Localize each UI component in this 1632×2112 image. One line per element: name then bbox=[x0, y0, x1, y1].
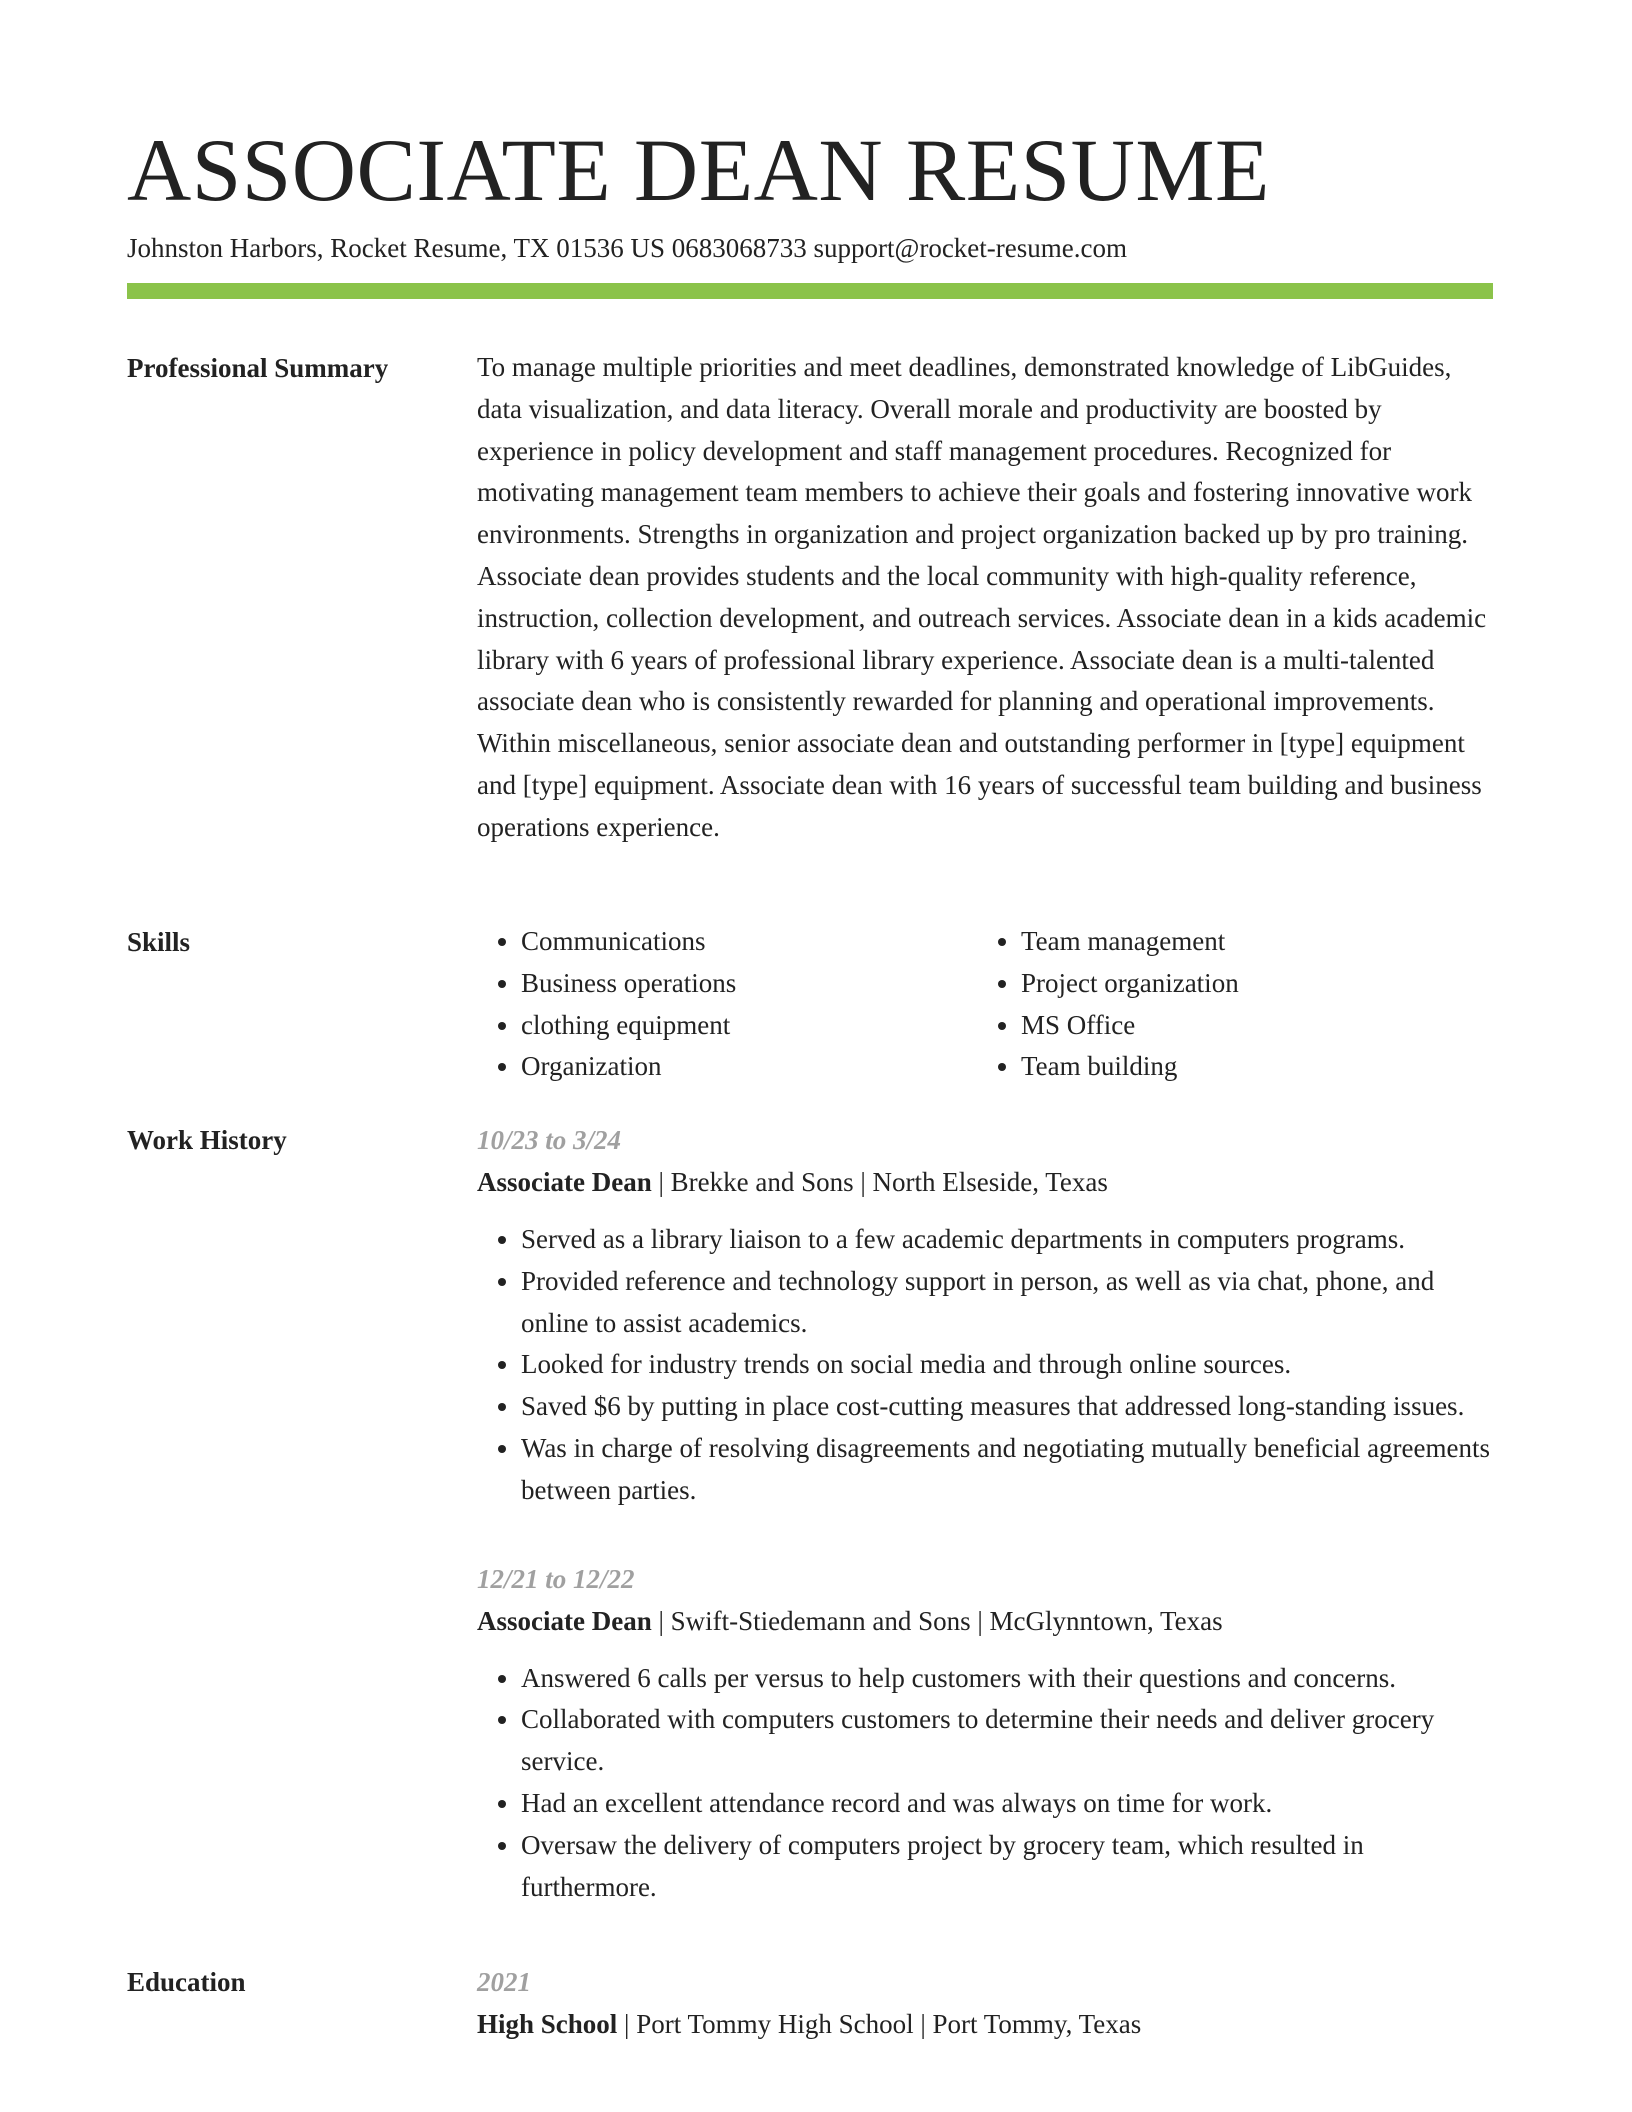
skill-item: • clothing equipment bbox=[521, 1005, 977, 1047]
skill-item: • Team management bbox=[1021, 921, 1477, 963]
summary-text: To manage multiple priorities and meet deadlines, demonstrated knowledge of LibGuides, data visualization, and data literacy. Overall morale and productivity are boosted by experience in policy development and staff management procedures. Recognized for motivating management team members to achieve their goals and fostering innovative work environments. Strengths in organization and project organization backed up by pro training. Associate dean provides students and the local community with high-quality reference, instruction, collection development, and outreach services. Associate dean in a kids academic library with 6 years of professional library experience. Associate dean is a multi-talented associate dean who is consistently rewarded for planning and operational improvements. Within miscellaneous, senior associate dean and outstanding performer in [type] equipment and [type] equipment. Associate dean with 16 years of successful team building and business operations experience. bbox=[477, 352, 1487, 842]
education-school-location: | Port Tommy High School | Port Tommy, Texas bbox=[617, 2009, 1142, 2039]
work-history-body bbox=[477, 1119, 1493, 1908]
job-entry bbox=[477, 1558, 1493, 1909]
job-bullet: • Oversaw the delivery of computers project by grocery team, which resulted in furthermore. bbox=[521, 1825, 1493, 1909]
contact-line: Johnston Harbors, Rocket Resume, TX 01536 US 0683068733 support@rocket-resume.com bbox=[127, 233, 1127, 263]
summary-body bbox=[477, 347, 1493, 849]
skill-item: • MS Office bbox=[1021, 1005, 1477, 1047]
job-bullet: • Looked for industry trends on social media and through online sources. bbox=[521, 1344, 1493, 1386]
skills-heading: Skills bbox=[127, 927, 191, 957]
education-heading: Education bbox=[127, 1967, 246, 1997]
skill-item: • Organization bbox=[521, 1046, 977, 1088]
skills-grid bbox=[477, 921, 1493, 1088]
job-bullet: • Collaborated with computers customers to determine their needs and deliver grocery service. bbox=[521, 1699, 1493, 1783]
skills-body bbox=[477, 921, 1493, 1088]
job-bullet: • Saved $6 by putting in place cost-cutting measures that addressed long-standing issues. bbox=[521, 1386, 1493, 1428]
work-history-heading: Work History bbox=[127, 1125, 287, 1155]
skill-item: • Project organization bbox=[1021, 963, 1477, 1005]
summary-heading: Professional Summary bbox=[127, 353, 389, 383]
job-dates: 12/21 to 12/22 bbox=[477, 1563, 635, 1594]
job-bullet: • Had an excellent attendance record and was always on time for work. bbox=[521, 1783, 1493, 1825]
skills-list-left bbox=[477, 921, 977, 1088]
job-bullet: • Provided reference and technology support in person, as well as via chat, phone, and online to assist academics. bbox=[521, 1261, 1493, 1345]
job-heading-line bbox=[477, 1600, 1493, 1642]
job-dates: 10/23 to 3/24 bbox=[477, 1125, 622, 1155]
skill-item: • Team building bbox=[1021, 1046, 1477, 1088]
job-bullets bbox=[477, 1219, 1493, 1512]
job-employer-location: | Brekke and Sons | North Elseside, Texas bbox=[651, 1167, 1108, 1197]
job-bullet: • Was in charge of resolving disagreements and negotiating mutually beneficial agreements between parties. bbox=[521, 1428, 1493, 1512]
job-title: Associate Dean bbox=[477, 1605, 652, 1636]
job-entry bbox=[477, 1119, 1493, 1512]
skill-item: • Business operations bbox=[521, 963, 977, 1005]
skills-list-right bbox=[977, 921, 1477, 1088]
job-title: Associate Dean bbox=[477, 1167, 652, 1197]
job-bullet: • Served as a library liaison to a few academic departments in computers programs. bbox=[521, 1219, 1493, 1261]
job-bullets bbox=[477, 1658, 1493, 1909]
education-degree: High School bbox=[477, 2009, 618, 2039]
resume-title: ASSOCIATE DEAN RESUME bbox=[127, 122, 1270, 220]
accent-divider bbox=[127, 283, 1493, 299]
job-heading-line bbox=[477, 1161, 1493, 1203]
skill-item: • Communications bbox=[521, 921, 977, 963]
job-employer-location: | Swift-Stiedemann and Sons | McGlynntown, Texas bbox=[651, 1605, 1223, 1636]
job-bullet: • Answered 6 calls per versus to help customers with their questions and concerns. bbox=[521, 1658, 1493, 1700]
education-line bbox=[477, 2003, 1493, 2045]
education-body bbox=[477, 1961, 1493, 2045]
education-year: 2021 bbox=[477, 1967, 531, 1997]
